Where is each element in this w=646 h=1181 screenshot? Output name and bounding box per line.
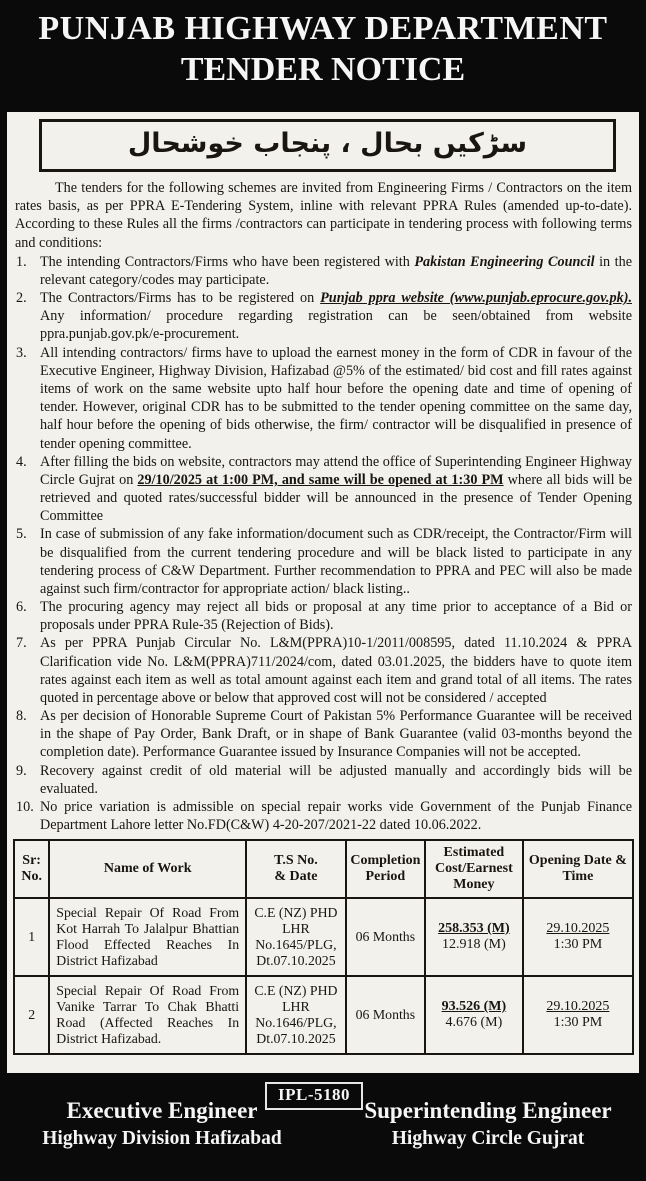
masthead — [0, 0, 646, 112]
cell-line: 258.353 (M) — [438, 921, 510, 937]
intro-paragraph: The tenders for the following schemes are invited from Engineering Firms / Contractors on the item rates basis, as per PPRA E-Tendering System, inline with relevant PPRA Rules (amended up-to-date). According to these Rules all the firms /contractors can participate in tendering process with following terms and conditions: — [15, 180, 632, 251]
completion-period-cell: 06 Months — [346, 898, 425, 976]
table-row — [14, 898, 633, 976]
sr-no-cell: 1 — [14, 898, 49, 976]
term-text-segment: No price variation is admissible on special repair works vide Government of the Punjab Finance Department Lahore letter No.FD(C&W) 4-20-207/2021-22 dated 10.06.2022. — [40, 798, 632, 834]
works-table-head — [14, 840, 633, 898]
term-number: 5. — [16, 526, 27, 543]
name-of-work-cell: Special Repair Of Road From Kot Harrah To Jalalpur Bhattian Flood Effected Reaches In District Hafizabad — [49, 898, 246, 976]
cell-line: 93.526 (M) — [441, 999, 507, 1015]
column-header: Sr: No. — [14, 840, 49, 898]
term-text — [40, 634, 634, 707]
terms-list — [13, 253, 634, 835]
urdu-slogan-box — [39, 119, 616, 172]
term-number: 8. — [16, 708, 27, 725]
ts-no-date-cell: C.E (NZ) PHD LHR No.1646/PLG, Dt.07.10.2025 — [246, 976, 346, 1054]
cell-line: 29.10.2025 — [546, 999, 610, 1015]
cell-line: 12.918 (M) — [441, 937, 506, 953]
term-item — [13, 707, 634, 762]
term-number: 9. — [16, 762, 27, 779]
term-number: 10. — [16, 798, 34, 815]
works-table — [13, 839, 634, 1055]
signature-right-title: Superintending Engineer — [364, 1098, 612, 1123]
term-text — [40, 253, 634, 289]
cell-line: 4.676 (M) — [445, 1015, 503, 1031]
term-text-segment: In case of submission of any fake information/document such as CDR/receipt, the Contractor/Firm will be disqualified from the current tendering procedure and will be black listed to participate in any tendering process of C&W Department. Further recommendation to PPRA and PEC will also be made against such firm/contractor for appropriate action/ black listing.. — [40, 526, 632, 597]
term-text-segment: The procuring agency may reject all bids or proposal at any time prior to acceptance of a Bid or proposals under PPRA Rule-35 (Rejection of Bids). — [40, 599, 632, 634]
term-text-segment: 29/10/2025 at 1:00 PM, and same will be opened at 1:30 PM — [137, 471, 504, 488]
signature-left — [12, 1097, 312, 1152]
term-text-segment: After filling the bids on website, contractors may attend the office of Superintending Engineer Highway Circle Gujrat on — [40, 453, 632, 488]
term-text-segment: The intending Contractors/Firms who have been registered with — [40, 253, 415, 270]
term-text — [40, 525, 634, 598]
term-item — [13, 798, 634, 834]
term-text-segment: As per decision of Honorable Supreme Court of Pakistan 5% Performance Guarantee will be received in the shape of Pay Order, Bank Draft, or in shape of Bank Guarantee (valid 03-months beyond the completion date). Performance Guarantee issued by Insurance Companies will not be accepted. — [40, 708, 632, 761]
term-text-segment: in the relevant category/codes may participate. — [40, 253, 632, 288]
term-text — [40, 598, 634, 634]
signature-right — [338, 1097, 638, 1152]
table-row — [14, 976, 633, 1054]
column-header: Opening Date & Time — [523, 840, 633, 898]
term-text — [40, 289, 634, 344]
term-item — [13, 598, 634, 634]
column-header: Estimated Cost/Earnest Money — [425, 840, 523, 898]
term-text — [40, 344, 634, 453]
term-number: 6. — [16, 599, 27, 616]
term-number: 7. — [16, 635, 27, 652]
term-number: 3. — [16, 344, 27, 361]
estimated-cost-cell — [425, 976, 523, 1054]
term-item — [13, 453, 634, 526]
signature-left-subtitle: Highway Division Hafizabad — [42, 1127, 282, 1149]
footer — [0, 1073, 646, 1181]
term-text — [40, 707, 634, 762]
header-row — [14, 840, 633, 898]
term-text-segment: As per PPRA Punjab Circular No. L&M(PPRA)10-1/2011/008595, dated 11.10.2024 & PPRA Clarification vide No. L&M(PPRA)711/2024/com, dated 03.01.2025, the bidders have to quote item rates against each item as well as total amount against each item and grand total of all items. The rates quoted in percentage above or below that approved cost will not be considered / accepted — [40, 635, 632, 706]
column-header: T.S No. & Date — [246, 840, 346, 898]
term-number: 2. — [16, 290, 27, 307]
opening-date-cell — [523, 898, 633, 976]
estimated-cost-cell — [425, 898, 523, 976]
term-text — [40, 798, 634, 834]
cell-line: 1:30 PM — [553, 1015, 603, 1031]
column-header: Completion Period — [346, 840, 425, 898]
signature-right-subtitle: Highway Circle Gujrat — [391, 1127, 585, 1149]
cell-line: 1:30 PM — [553, 937, 603, 953]
term-number: 4. — [16, 453, 27, 470]
term-number: 1. — [16, 253, 27, 270]
completion-period-cell: 06 Months — [346, 976, 425, 1054]
term-text — [40, 453, 634, 526]
department-title: PUNJAB HIGHWAY DEPARTMENT — [38, 10, 608, 47]
notice-title: TENDER NOTICE — [180, 50, 466, 88]
term-text-segment: Any information/ procedure regarding registration can be seen/obtained from website ppra.punjab.gov.pk/e-procurement. — [40, 308, 632, 343]
signature-left-title: Executive Engineer — [66, 1098, 258, 1123]
term-text-segment: Punjab ppra website (www.punjab.eprocure.gov.pk). — [320, 290, 633, 307]
term-item — [13, 762, 634, 798]
term-text-segment: Pakistan Engineering Council — [414, 253, 595, 270]
term-item — [13, 289, 634, 344]
term-item — [13, 634, 634, 707]
sr-no-cell: 2 — [14, 976, 49, 1054]
opening-date-cell — [523, 976, 633, 1054]
term-item — [13, 253, 634, 289]
term-text-segment: Recovery against credit of old material will be adjusted manually and accordingly bids will be evaluated. — [40, 762, 632, 797]
urdu-slogan-text: سڑکیں بحال ، پنجاب خوشحال — [127, 128, 528, 159]
cell-line: 29.10.2025 — [546, 921, 610, 937]
column-header: Name of Work — [49, 840, 246, 898]
ts-no-date-cell: C.E (NZ) PHD LHR No.1645/PLG, Dt.07.10.2025 — [246, 898, 346, 976]
notice-sheet — [7, 112, 639, 1073]
term-item — [13, 344, 634, 453]
term-text-segment: All intending contractors/ firms have to upload the earnest money in the form of CDR in favour of the Executive Engineer, Highway Division, Hafizabad @5% of the estimated/ bid cost and fill rates against items of work on the same website upto half hour before the opening date and time of opening of tender. However, original CDR has to be submitted to the tender opening committee on the same day, half hour before the opening of bids otherwise, the firm/ contractor will be disqualified in presence of tender opening committee. — [40, 344, 632, 452]
term-text-segment: The Contractors/Firms has to be registered on — [40, 290, 321, 307]
term-text — [40, 762, 634, 798]
name-of-work-cell: Special Repair Of Road From Vanike Tarrar To Chak Bhatti Road (Affected Reaches In District Hafizabad. — [49, 976, 246, 1054]
works-table-body — [14, 898, 633, 1054]
term-item — [13, 525, 634, 598]
ipl-number: IPL-5180 — [278, 1085, 350, 1104]
term-text-segment: where all bids will be retrieved and quoted rates/successful bidder will be announced in the presence of Tender Opening Committee — [40, 471, 633, 525]
